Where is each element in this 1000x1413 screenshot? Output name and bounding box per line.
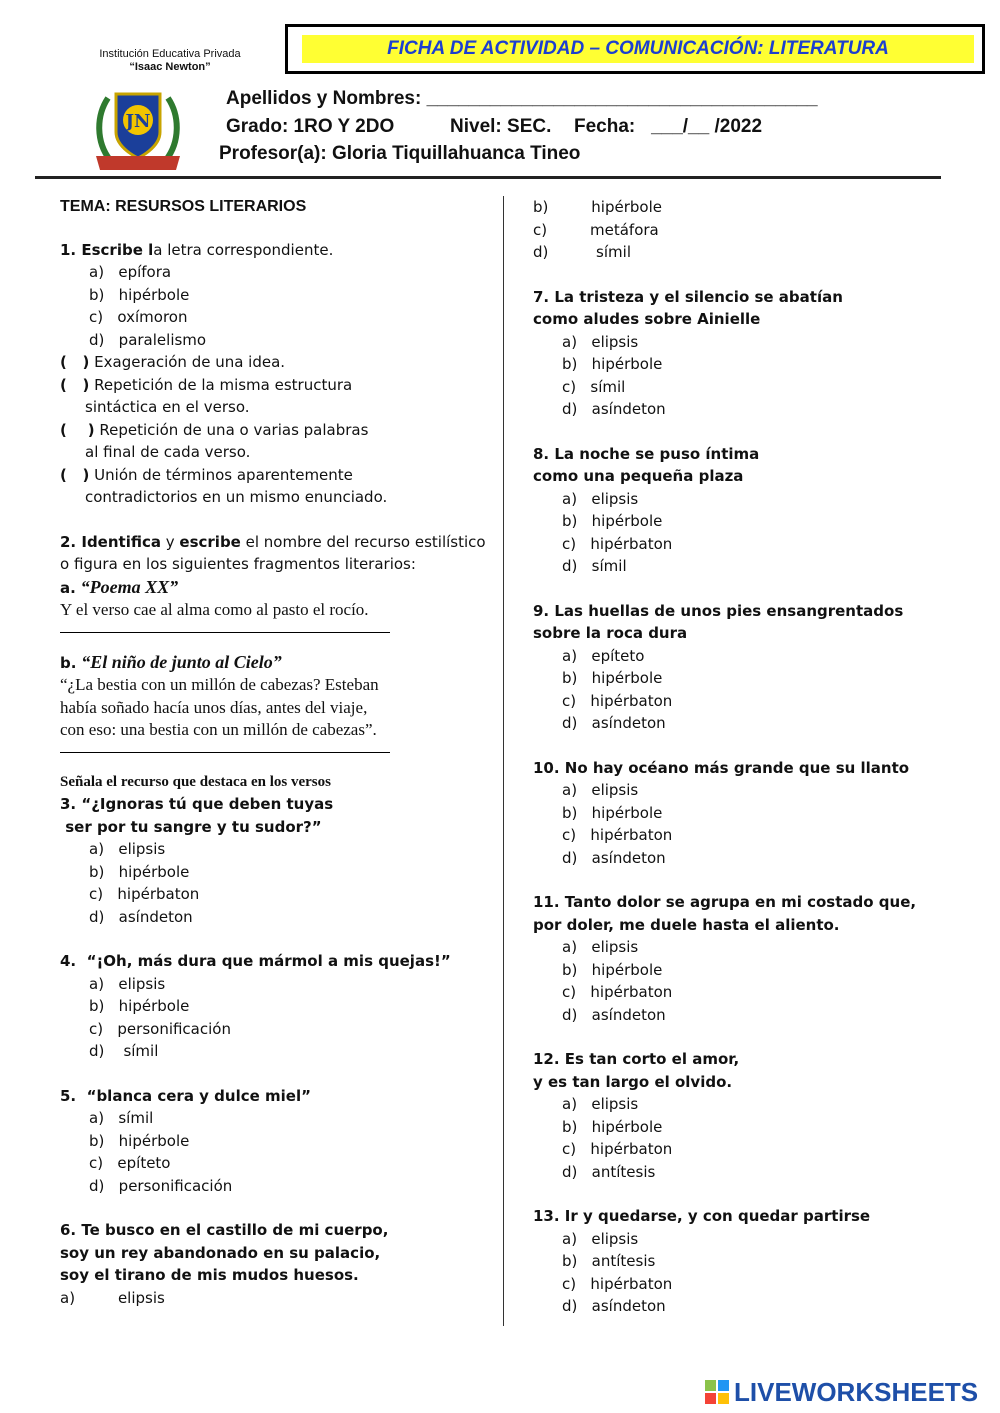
q1-item: ( ) Exageración de una idea.: [60, 353, 286, 371]
q9-line: 9. Las huellas de unos pies ensangrentados: [533, 601, 904, 620]
answer-blank[interactable]: ( ): [60, 353, 90, 371]
q1-item-cont: al final de cada verso.: [85, 443, 251, 461]
q3-line: ser por tu sangre y tu sudor?”: [60, 817, 322, 836]
q12-line: y es tan largo el olvido.: [533, 1072, 733, 1091]
option-d[interactable]: d) símil: [533, 243, 631, 261]
liveworksheets-icon: [704, 1379, 730, 1405]
q4-line: 4. “¡Oh, más dura que mármol a mis quejas!”: [60, 952, 451, 970]
q6-line: 6. Te busco en el castillo de mi cuerpo,: [60, 1221, 389, 1239]
q6-line: soy el tirano de mis mudos huesos.: [60, 1266, 359, 1284]
q1-item-cont: contradictorios en un mismo enunciado.: [85, 488, 388, 506]
q11-line: por doler, me duele hasta el aliento.: [533, 915, 840, 934]
option-c[interactable]: c) hipérbaton: [562, 691, 673, 710]
grade-text: Grado: 1RO Y 2DO: [226, 116, 395, 137]
option-b[interactable]: b) hipérbole: [562, 669, 663, 687]
svg-text:JN: JN: [125, 111, 151, 132]
topic: TEMA: RESURSOS LITERARIOS: [60, 198, 307, 215]
option-a[interactable]: a) elipsis: [60, 1288, 165, 1307]
option-c: c) oxímoron: [89, 308, 188, 326]
answer-line[interactable]: [60, 622, 390, 633]
option-d[interactable]: d) símil: [89, 1042, 159, 1060]
option-b[interactable]: b) hipérbole: [562, 355, 663, 373]
option-d[interactable]: d) símil: [562, 557, 627, 575]
q10-line: 10. No hay océano más grande que su llanto: [533, 758, 910, 777]
q5-options: [60, 1107, 490, 1197]
q9-line: sobre la roca dura: [533, 624, 688, 642]
option-b[interactable]: b) hipérbole: [562, 960, 663, 979]
q13-options: [533, 1228, 973, 1318]
option-b[interactable]: b) hipérbole: [533, 198, 662, 216]
names-label: Apellidos y Nombres:: [226, 88, 422, 109]
q2a-text: Y el verso cae al alma como al pasto el rocío.: [60, 600, 369, 619]
q8-line: como una pequeña plaza: [533, 467, 744, 485]
option-c[interactable]: c) hipérbaton: [562, 534, 673, 553]
left-column: [60, 196, 490, 1309]
worksheet-title: FICHA DE ACTIVIDAD – COMUNICACIÓN: LITERATURA: [302, 35, 974, 63]
level-text: Nivel: SEC.: [450, 116, 552, 137]
teacher-text: Profesor(a): Gloria Tiquillahuanca Tineo: [219, 143, 581, 164]
option-a[interactable]: a) elipsis: [562, 332, 639, 351]
q4-options: [60, 973, 490, 1063]
option-a[interactable]: a) elipsis: [562, 1095, 639, 1113]
option-b[interactable]: b) hipérbole: [562, 512, 663, 530]
option-b[interactable]: b) hipérbole: [89, 1131, 190, 1150]
q6-line: soy un rey abandonado en su palacio,: [60, 1243, 381, 1262]
q11-options: [533, 936, 973, 1026]
q1-item: ( ) Repetición de una o varias palabras: [60, 420, 369, 439]
institution-name: “Isaac Newton”: [129, 61, 211, 73]
title-box: [285, 24, 985, 74]
option-a: a) epífora: [89, 263, 172, 281]
names-blank[interactable]: _____________________________________: [426, 88, 818, 109]
option-b[interactable]: b) hipérbole: [562, 803, 663, 822]
option-c[interactable]: c) epíteto: [89, 1154, 171, 1172]
q12-options: [533, 1093, 973, 1183]
option-a[interactable]: a) elipsis: [89, 974, 166, 993]
q8-line: 8. La noche se puso íntima: [533, 444, 760, 463]
q5-line: 5. “blanca cera y dulce miel”: [60, 1086, 311, 1105]
option-c[interactable]: c) hipérbaton: [562, 826, 673, 844]
q13-line: 13. Ir y quedarse, y con quedar partirse: [533, 1207, 871, 1225]
liveworksheets-logo: [704, 1378, 994, 1406]
q10-options: [533, 779, 973, 869]
institution-block: [60, 48, 280, 74]
option-c[interactable]: c) hipérbaton: [89, 885, 200, 903]
option-a[interactable]: a) epíteto: [562, 646, 645, 665]
q2-label: 2. Identifica y escribe el nombre del recurso estilístico: [60, 532, 486, 551]
option-d[interactable]: d) personificación: [89, 1176, 233, 1195]
q7-line: 7. La tristeza y el silencio se abatían: [533, 287, 843, 306]
answer-blank[interactable]: ( ): [60, 465, 90, 484]
option-b[interactable]: b) antítesis: [562, 1252, 656, 1270]
q3-line: 3. “¿Ignoras tú que deben tuyas: [60, 795, 334, 813]
option-d[interactable]: d) asíndeton: [562, 848, 666, 867]
answer-blank[interactable]: ( ): [60, 420, 95, 439]
q12-line: 12. Es tan corto el amor,: [533, 1050, 740, 1068]
q2b-heading: b. “El niño de junto al Cielo”: [60, 651, 282, 672]
answer-line[interactable]: [60, 742, 390, 753]
option-d: d) paralelismo: [89, 330, 207, 349]
option-a[interactable]: a) elipsis: [562, 1229, 639, 1248]
option-c[interactable]: c) símil: [562, 377, 626, 396]
q7-options: [533, 331, 973, 421]
q1-item: ( ) Unión de términos aparentemente: [60, 465, 353, 484]
answer-blank[interactable]: ( ): [60, 375, 90, 394]
instruction: Señala el recurso que destaca en los versos: [60, 773, 331, 790]
option-c[interactable]: c) personificación: [89, 1019, 231, 1038]
q1-options: [60, 261, 490, 351]
liveworksheets-text: LIVEWORKSHEETS: [734, 1376, 979, 1407]
option-b[interactable]: b) hipérbole: [562, 1117, 663, 1136]
q11-line: 11. Tanto dolor se agrupa en mi costado que,: [533, 893, 917, 911]
option-c[interactable]: c) hipérbaton: [562, 983, 673, 1001]
option-d[interactable]: d) asíndeton: [562, 1297, 666, 1315]
q7-line: como aludes sobre Ainielle: [533, 310, 761, 328]
option-a[interactable]: a) símil: [89, 1109, 154, 1127]
q1-label: 1. Escribe la letra correspondiente.: [60, 240, 334, 259]
option-b: b) hipérbole: [89, 285, 190, 304]
right-column: [533, 196, 973, 1318]
option-c[interactable]: c) metáfora: [533, 220, 659, 239]
header-divider: [35, 176, 941, 179]
names-row: [226, 88, 818, 110]
q3-options: [60, 838, 490, 928]
q1-item-cont: sintáctica en el verso.: [85, 398, 250, 416]
option-d[interactable]: d) asíndeton: [562, 714, 666, 732]
option-a[interactable]: a) elipsis: [89, 840, 166, 858]
school-logo: [88, 80, 188, 180]
option-a[interactable]: a) elipsis: [562, 781, 639, 799]
q1-item: ( ) Repetición de la misma estructura: [60, 375, 353, 394]
q2a-heading: a. “Poema XX”: [60, 576, 179, 597]
institution-type: Institución Educativa Privada: [99, 48, 241, 60]
q9-options: [533, 645, 973, 735]
option-d[interactable]: d) asíndeton: [562, 400, 666, 418]
option-b[interactable]: b) hipérbole: [89, 862, 190, 881]
option-d[interactable]: d) antítesis: [562, 1162, 656, 1181]
option-b[interactable]: b) hipérbole: [89, 997, 190, 1015]
q2-label-line2: o figura en los siguientes fragmentos literarios:: [60, 555, 416, 573]
option-c[interactable]: c) hipérbaton: [562, 1274, 673, 1293]
column-divider: [503, 196, 504, 1326]
q8-options: [533, 488, 973, 578]
option-d[interactable]: d) asíndeton: [562, 1005, 666, 1024]
option-c[interactable]: c) hipérbaton: [562, 1140, 673, 1158]
date-field[interactable]: Fecha: ___/__ /2022: [574, 116, 763, 137]
option-a[interactable]: a) elipsis: [562, 938, 639, 956]
option-a[interactable]: a) elipsis: [562, 489, 639, 508]
option-d[interactable]: d) asíndeton: [89, 907, 193, 926]
q2b-text: “¿La bestia con un millón de cabezas? Esteban había soñado hacía unos días, antes del viaje, con eso: una bestia con un millón de cabezas”.: [60, 675, 379, 739]
